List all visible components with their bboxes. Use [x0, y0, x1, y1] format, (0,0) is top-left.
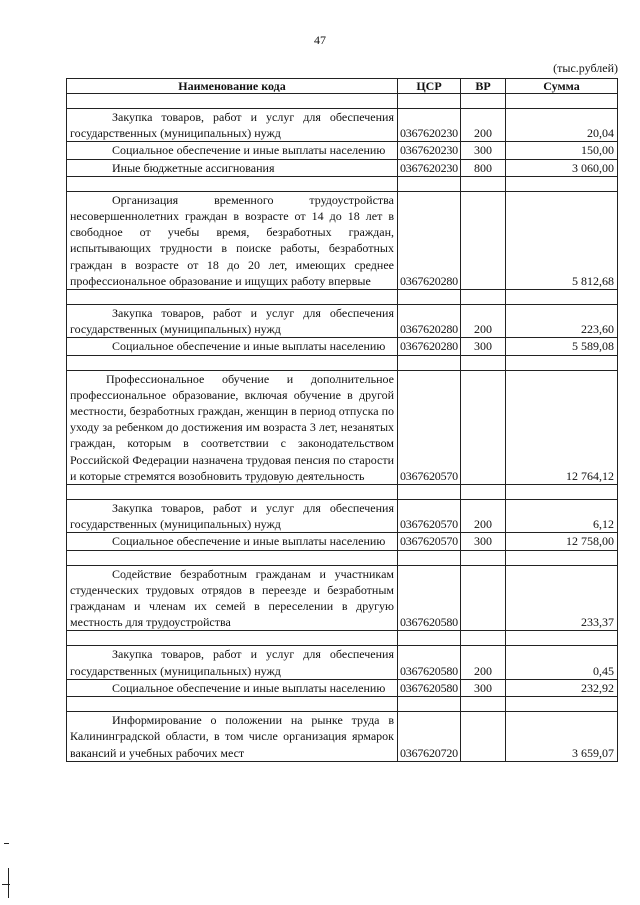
header-name: Наименование кода: [67, 79, 398, 94]
cell-sum: 232,92: [506, 679, 618, 696]
cell-vr: 300: [461, 142, 506, 159]
cell-name: Закупка товаров, работ и услуг для обеспечения государственных (муниципальных) нужд: [67, 500, 398, 533]
table-row: [67, 533, 618, 550]
table-header-row: [67, 79, 618, 94]
spacer-row: [67, 485, 618, 500]
table-row: [67, 142, 618, 159]
cell-sum: 6,12: [506, 500, 618, 533]
cell-csr: 0367620580: [398, 646, 461, 679]
table-row: [67, 191, 618, 289]
table-row: [67, 565, 618, 631]
cell-sum: 3 659,07: [506, 712, 618, 762]
cell-vr: 300: [461, 338, 506, 355]
budget-table: [66, 78, 618, 762]
cell-vr: 200: [461, 109, 506, 142]
cell-name: Иные бюджетные ассигнования: [67, 159, 398, 176]
cell-csr: 0367620570: [398, 500, 461, 533]
table-row: [67, 646, 618, 679]
cell-csr: 0367620720: [398, 712, 461, 762]
cell-vr: [461, 370, 506, 484]
cell-sum: 233,37: [506, 565, 618, 631]
cell-name: Содействие безработным гражданам и участникам студенческих трудовых отрядов в переезде и безработным гражданам и членам их семей в переселении в другую местность для трудоустройства: [67, 565, 398, 631]
cell-csr: 0367620230: [398, 142, 461, 159]
margin-mark: [2, 884, 10, 885]
cell-sum: 5 589,08: [506, 338, 618, 355]
cell-csr: 0367620230: [398, 159, 461, 176]
margin-mark: [4, 843, 9, 844]
cell-sum: 12 758,00: [506, 533, 618, 550]
cell-vr: 200: [461, 646, 506, 679]
cell-name: Информирование о положении на рынке труда в Калининградской области, в том числе организация ярмарок вакансий и учебных рабочих мест: [67, 712, 398, 762]
spacer-row: [67, 290, 618, 305]
cell-sum: 3 060,00: [506, 159, 618, 176]
spacer-row: [67, 94, 618, 109]
cell-name: Закупка товаров, работ и услуг для обеспечения государственных (муниципальных) нужд: [67, 109, 398, 142]
cell-vr: [461, 565, 506, 631]
cell-name: Социальное обеспечение и иные выплаты населению: [67, 533, 398, 550]
cell-sum: 0,45: [506, 646, 618, 679]
cell-name: Закупка товаров, работ и услуг для обеспечения государственных (муниципальных) нужд: [67, 305, 398, 338]
spacer-row: [67, 631, 618, 646]
cell-csr: 0367620580: [398, 565, 461, 631]
header-sum: Сумма: [506, 79, 618, 94]
units-label: (тыс.рублей): [553, 61, 618, 75]
header-vr: ВР: [461, 79, 506, 94]
spacer-row: [67, 176, 618, 191]
table-row: [67, 679, 618, 696]
page-number: 47: [314, 33, 326, 47]
cell-name: Профессиональное обучение и дополнительное профессиональное образование, включая обучение в другой местности, безработных граждан, женщин в период отпуска по уходу за ребенком до достижения им возраста 3 лет, незанятых граждан, которым в соответствии с законодательством Российской Федерации назначена трудовая пенсия по старости и которые стремятся возобновить трудовую деятельность: [67, 370, 398, 484]
cell-csr: 0367620230: [398, 109, 461, 142]
cell-vr: [461, 712, 506, 762]
table-row: [67, 370, 618, 484]
table-row: [67, 712, 618, 762]
cell-name: Организация временного трудоустройства несовершеннолетних граждан в возрасте от 14 до 18 лет в свободное от учебы время, безработных граждан, испытывающих трудности в поиске работы, безработных граждан в возрасте от 18 до 20 лет, имеющих среднее профессиональное образование и ищущих работу впервые: [67, 191, 398, 289]
cell-name: Социальное обеспечение и иные выплаты населению: [67, 679, 398, 696]
cell-vr: 200: [461, 305, 506, 338]
cell-csr: 0367620570: [398, 370, 461, 484]
cell-sum: 223,60: [506, 305, 618, 338]
spacer-row: [67, 355, 618, 370]
cell-csr: 0367620570: [398, 533, 461, 550]
table-row: [67, 159, 618, 176]
table-row: [67, 305, 618, 338]
header-csr: ЦСР: [398, 79, 461, 94]
cell-vr: [461, 191, 506, 289]
cell-csr: 0367620280: [398, 191, 461, 289]
cell-name: Закупка товаров, работ и услуг для обеспечения государственных (муниципальных) нужд: [67, 646, 398, 679]
cell-csr: 0367620280: [398, 338, 461, 355]
cell-name: Социальное обеспечение и иные выплаты населению: [67, 142, 398, 159]
table-row: [67, 500, 618, 533]
cell-sum: 20,04: [506, 109, 618, 142]
cell-vr: 300: [461, 533, 506, 550]
cell-vr: 200: [461, 500, 506, 533]
table-row: [67, 109, 618, 142]
cell-name: Социальное обеспечение и иные выплаты населению: [67, 338, 398, 355]
cell-vr: 800: [461, 159, 506, 176]
cell-csr: 0367620280: [398, 305, 461, 338]
cell-sum: 12 764,12: [506, 370, 618, 484]
spacer-row: [67, 550, 618, 565]
cell-vr: 300: [461, 679, 506, 696]
table-row: [67, 338, 618, 355]
spacer-row: [67, 697, 618, 712]
cell-sum: 150,00: [506, 142, 618, 159]
margin-mark: [8, 868, 9, 898]
cell-sum: 5 812,68: [506, 191, 618, 289]
cell-csr: 0367620580: [398, 679, 461, 696]
